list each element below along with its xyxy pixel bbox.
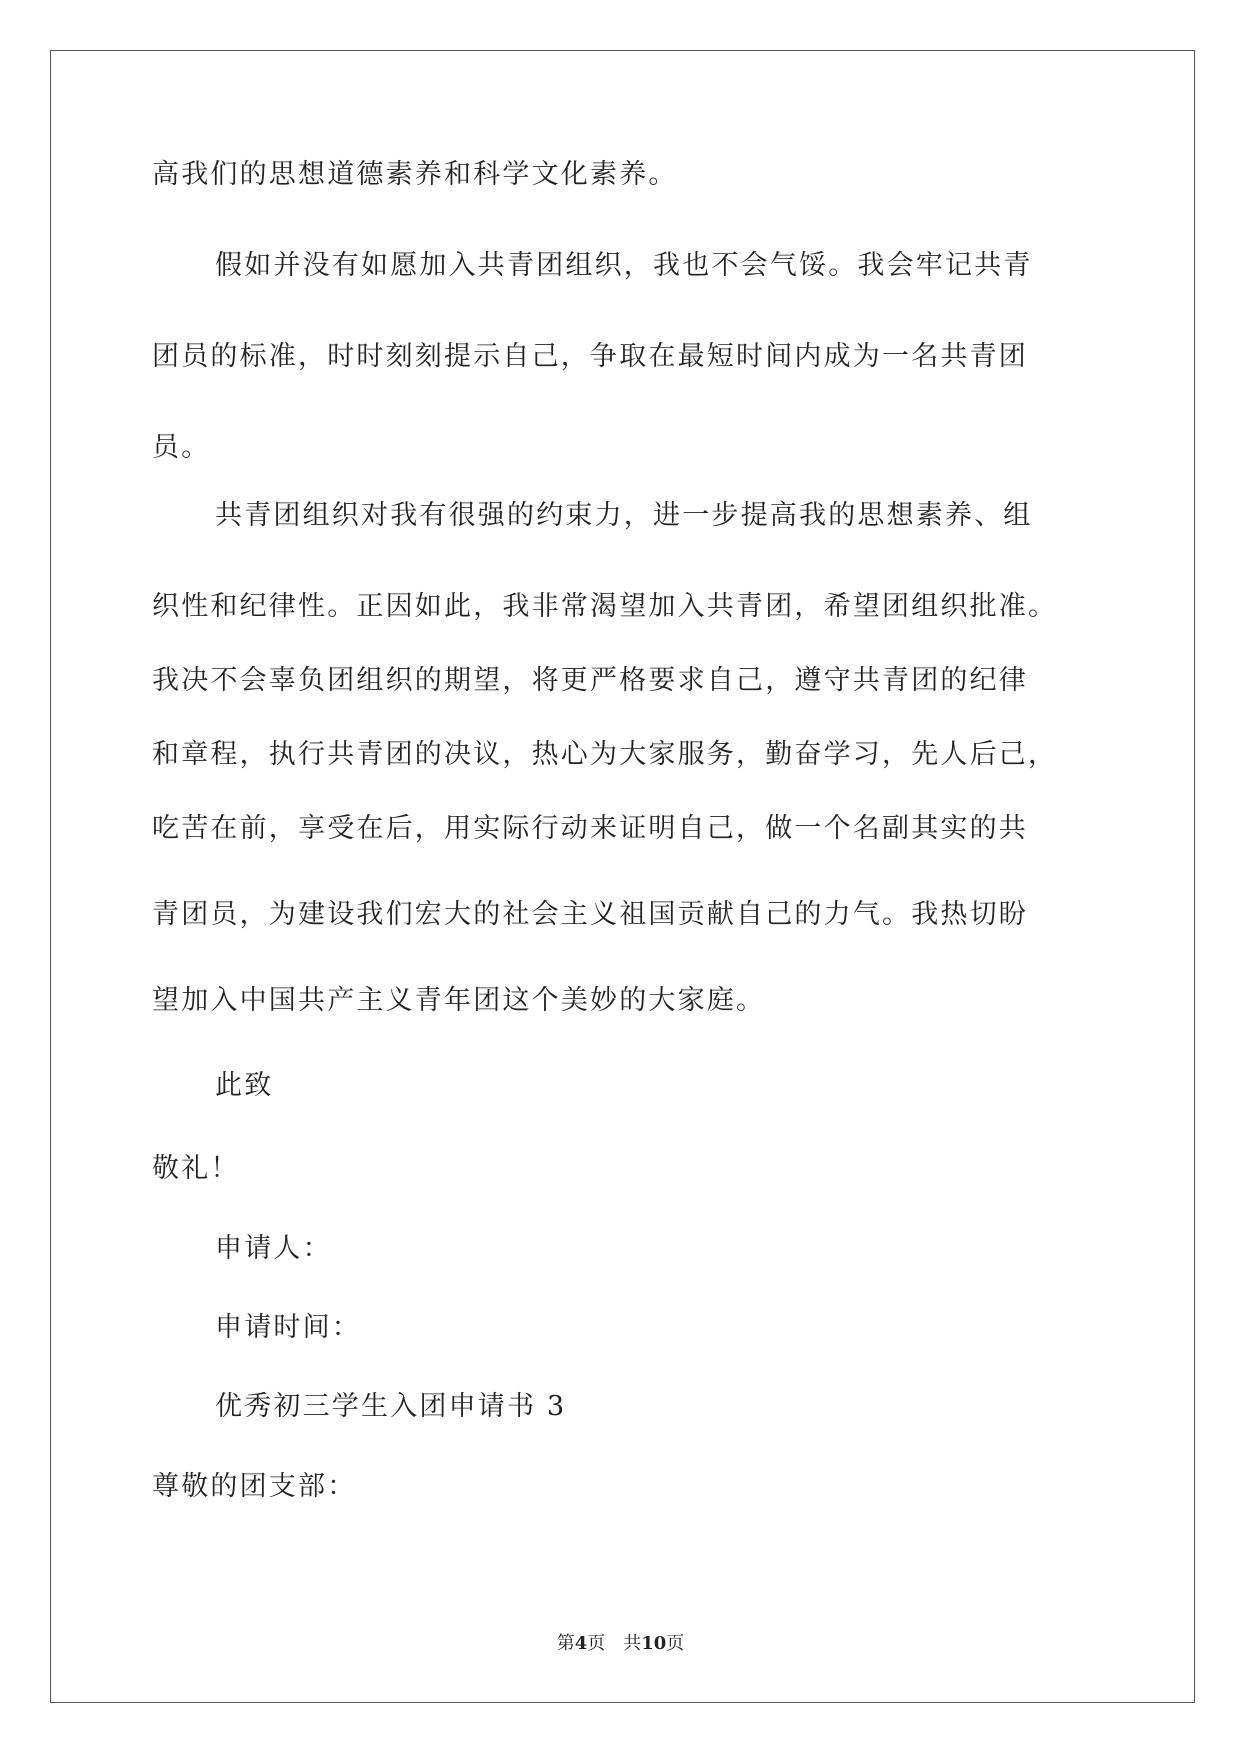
page-prefix: 第: [556, 1633, 575, 1654]
paragraph-line: 员。: [152, 432, 211, 463]
greeting-line: 尊敬的团支部：: [152, 1471, 357, 1502]
applicant-label: 申请人：: [215, 1233, 332, 1264]
paragraph-line: 我决不会辜负团组织的期望，将更严格要求自己，遵守共青团的纪律: [152, 665, 1028, 696]
paragraph-line: 和章程，执行共青团的决议，热心为大家服务，勤奋学习，先人后己，: [152, 739, 1058, 770]
page-number: 4: [574, 1633, 588, 1654]
paragraph-line: 吃苦在前，享受在后，用实际行动来证明自己，做一个名副其实的共: [152, 813, 1028, 844]
application-date-label: 申请时间：: [215, 1312, 361, 1343]
paragraph-line: 望加入中国共产主义青年团这个美妙的大家庭。: [152, 985, 766, 1016]
total-suffix: 页: [666, 1633, 685, 1654]
closing-regards: 敬礼！: [152, 1153, 240, 1184]
page-suffix: 页: [587, 1633, 606, 1654]
page-border: [50, 50, 1195, 1703]
closing-salutation: 此致: [215, 1070, 274, 1101]
page-footer: [0, 1633, 1241, 1655]
paragraph-line: 共青团组织对我有很强的约束力，进一步提高我的思想素养、组: [215, 500, 1033, 531]
section-title: 优秀初三学生入团申请书 3: [215, 1391, 567, 1422]
paragraph-line: 假如并没有如愿加入共青团组织，我也不会气馁。我会牢记共青: [215, 250, 1033, 281]
total-pages: 10: [641, 1633, 667, 1654]
paragraph-line: 高我们的思想道德素养和科学文化素养。: [152, 159, 678, 190]
paragraph-line: 青团员，为建设我们宏大的社会主义祖国贡献自己的力气。我热切盼: [152, 899, 1028, 930]
total-prefix: 共: [623, 1633, 642, 1654]
paragraph-line: 团员的标准，时时刻刻提示自己，争取在最短时间内成为一名共青团: [152, 341, 1028, 372]
paragraph-line: 织性和纪律性。正因如此，我非常渴望加入共青团，希望团组织批准。: [152, 591, 1058, 622]
